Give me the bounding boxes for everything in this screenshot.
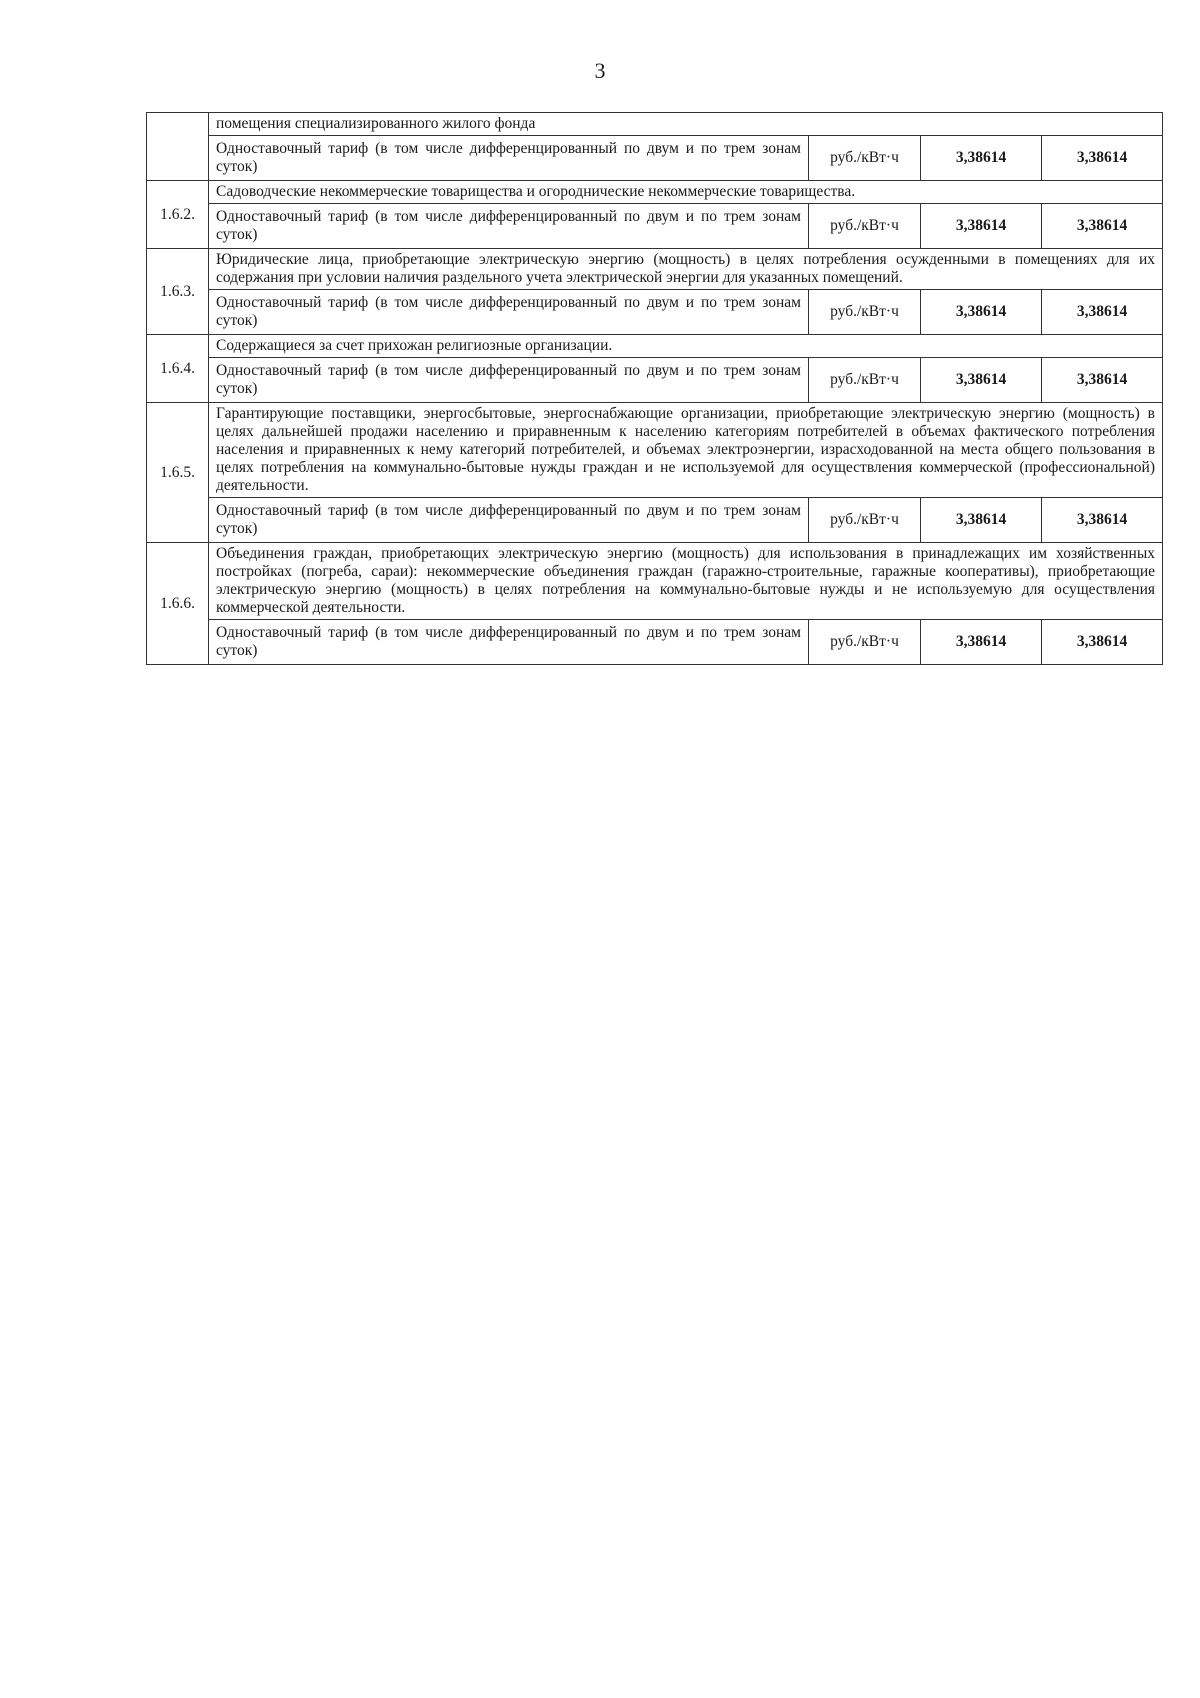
row-number [147,113,209,181]
tariff-label: Одноставочный тариф (в том числе дифференцированный по двум и по трем зонам суток) [209,290,809,335]
tariff-row [147,620,1163,665]
unit-cell: руб./кВт·ч [809,136,921,181]
tariff-row [147,136,1163,181]
category-description: Юридические лица, приобретающие электрическую энергию (мощность) в целях потребления осужденными в помещениях для их содержания при условии наличия раздельного учета электрической энергии для указанных помещений. [209,249,1163,290]
category-row [147,249,1163,290]
tariff-row [147,204,1163,249]
tariff-value-1: 3,38614 [921,358,1042,403]
category-description: Гарантирующие поставщики, энергосбытовые, энергоснабжающие организации, приобретающие электрическую энергию (мощность) в целях дальнейшей продажи населению и приравненным к населению категориям потребителей в объемах фактического потребления населения и приравненных к нему категорий потребителей, и объемах электроэнергии, израсходованной на места общего пользования в целях потребления на коммунально-бытовые нужды граждан и не используемой для осуществления коммерческой (профессиональной) деятельности. [209,403,1163,498]
category-description: Садоводческие некоммерческие товарищества и огороднические некоммерческие товарищества. [209,181,1163,204]
category-description: помещения специализированного жилого фонда [209,113,1163,136]
unit-cell: руб./кВт·ч [809,204,921,249]
tariff-value-2: 3,38614 [1042,358,1163,403]
tariff-value-2: 3,38614 [1042,620,1163,665]
tariff-value-2: 3,38614 [1042,498,1163,543]
tariff-value-1: 3,38614 [921,290,1042,335]
category-description: Содержащиеся за счет прихожан религиозные организации. [209,335,1163,358]
tariff-value-2: 3,38614 [1042,204,1163,249]
row-number: 1.6.4. [147,335,209,403]
unit-cell: руб./кВт·ч [809,498,921,543]
unit-cell: руб./кВт·ч [809,290,921,335]
category-description: Объединения граждан, приобретающих электрическую энергию (мощность) для использования в принадлежащих им хозяйственных постройках (погреба, сараи): некоммерческие объединения граждан (гаражно-строительные, гаражные кооперативы), приобретающие электрическую энергию (мощность) в целях потребления на коммунально-бытовые нужды и не используемую для осуществления коммерческой деятельности. [209,543,1163,620]
tariff-label: Одноставочный тариф (в том числе дифференцированный по двум и по трем зонам суток) [209,136,809,181]
category-row [147,181,1163,204]
tariff-value-2: 3,38614 [1042,136,1163,181]
tariff-value-1: 3,38614 [921,498,1042,543]
tariff-row [147,358,1163,403]
category-row [147,543,1163,620]
tariff-value-2: 3,38614 [1042,290,1163,335]
tariff-row [147,498,1163,543]
unit-cell: руб./кВт·ч [809,620,921,665]
tariff-value-1: 3,38614 [921,620,1042,665]
category-row [147,403,1163,498]
tariff-label: Одноставочный тариф (в том числе дифференцированный по двум и по трем зонам суток) [209,620,809,665]
tariff-label: Одноставочный тариф (в том числе дифференцированный по двум и по трем зонам суток) [209,358,809,403]
unit-cell: руб./кВт·ч [809,358,921,403]
row-number: 1.6.3. [147,249,209,335]
tariff-value-1: 3,38614 [921,136,1042,181]
category-row [147,335,1163,358]
row-number: 1.6.5. [147,403,209,543]
category-row [147,113,1163,136]
tariff-label: Одноставочный тариф (в том числе дифференцированный по двум и по трем зонам суток) [209,498,809,543]
row-number: 1.6.6. [147,543,209,665]
tariff-label: Одноставочный тариф (в том числе дифференцированный по двум и по трем зонам суток) [209,204,809,249]
row-number: 1.6.2. [147,181,209,249]
tariff-value-1: 3,38614 [921,204,1042,249]
tariff-row [147,290,1163,335]
page-number: 3 [594,58,606,83]
tariff-table [146,112,1163,665]
